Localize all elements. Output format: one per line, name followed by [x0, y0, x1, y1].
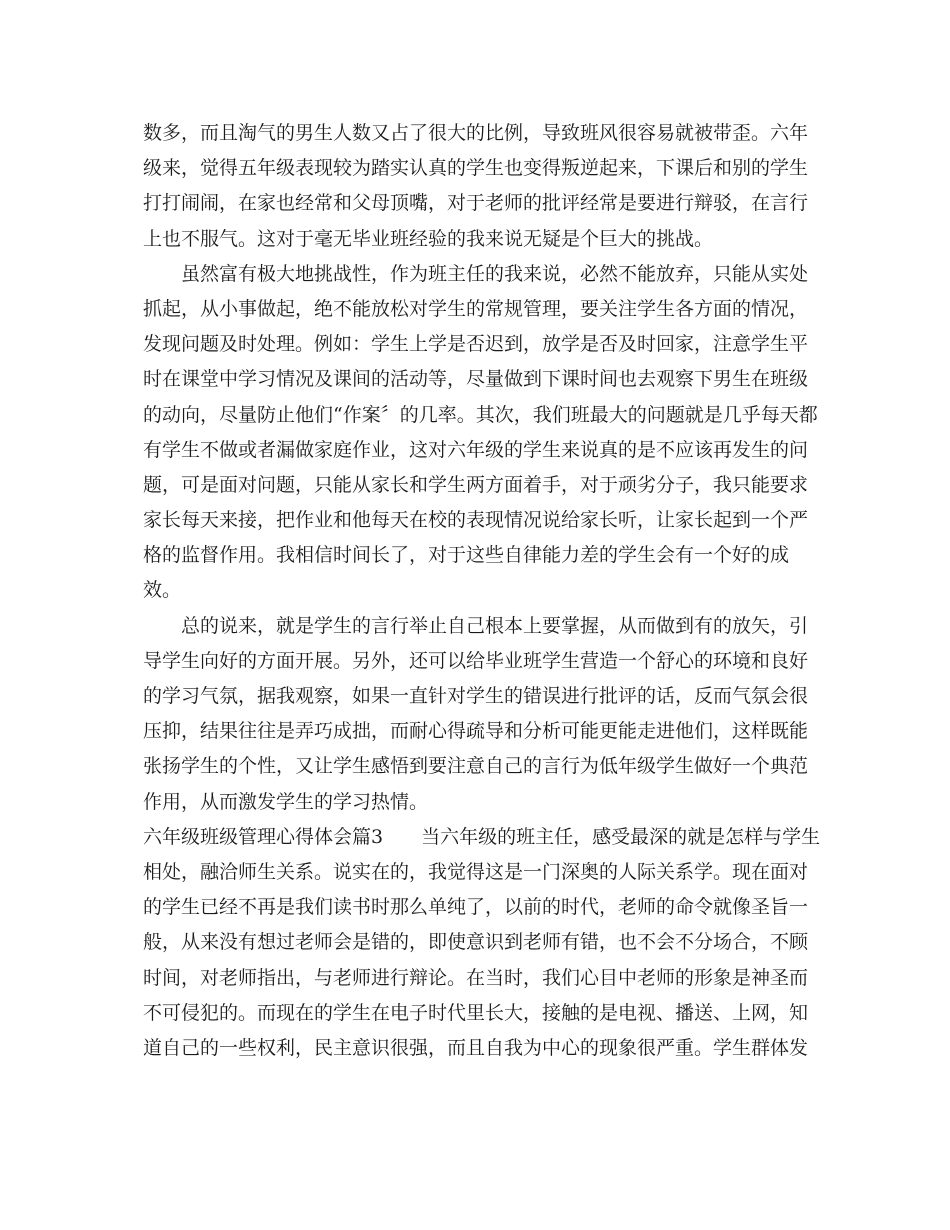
text-line: 抓起，从小事做起，绝不能放松对学生的常规管理，要关注学生各方面的情况， — [143, 297, 809, 320]
text-line: 不可侵犯的。而现在的学生在电子时代里长大，接触的是电视、播送、上网，知 — [143, 1001, 809, 1024]
text-line: 上也不服气。这对于毫无毕业班经验的我来说无疑是个巨大的挑战。 — [143, 227, 714, 250]
text-line: 时间，对老师指出，与老师进行辩论。在当时，我们心目中老师的形象是神圣而 — [143, 966, 809, 989]
text-line: 效。 — [143, 579, 182, 602]
text-line: 的学生已经不再是我们读书时那么单纯了，以前的时代，老师的命令就像圣旨一 — [143, 896, 809, 919]
text-line: 道自己的一些权利，民主意识很强，而且自我为中心的现象很严重。学生群体发 — [143, 1036, 809, 1059]
text-line: 数多，而且淘气的男生人数又占了很大的比例，导致班风很容易就被带歪。六年 — [143, 122, 809, 144]
text-line: 的学习气氛，据我观察，如果一直针对学生的错误进行批评的话，反而气氛会很 — [143, 685, 809, 707]
paragraph-start-line: 虽然富有极大地挑战性，作为班主任的我来说，必然不能放弃，只能从实处 — [181, 262, 809, 285]
text-line: 般，从来没有想过老师会是错的，即使意识到老师有错，也不会不分场合，不顾 — [143, 931, 809, 954]
text-line: 张扬学生的个性，又让学生感悟到要注意自己的言行为低年级学生做好一个典范 — [143, 755, 809, 778]
text-line: 相处，融洽师生关系。说实在的，我觉得这是一门深奥的人际关系学。现在面对 — [143, 860, 809, 883]
text-line: 级来，觉得五年级表现较为踏实认真的学生也变得叛逆起来，下课后和别的学生 — [143, 157, 809, 180]
text-line: 题，可是面对问题，只能从家长和学生两方面着手，对于顽劣分子，我只能要求 — [143, 473, 809, 496]
text-line: 的动向，尽量防止他们“作案〞的几率。其次，我们班最大的问题就是几乎每天都 — [143, 403, 818, 426]
text-line: 压抑，结果往往是弄巧成拙，而耐心得疏导和分析可能更能走进他们，这样既能 — [143, 720, 809, 743]
text-line: 打打闹闹，在家也经常和父母顶嘴，对于老师的批评经常是要进行辩驳，在言行 — [143, 192, 809, 215]
text-line: 发现问题及时处理。例如：学生上学是否迟到，放学是否及时回家，注意学生平 — [143, 333, 809, 356]
text-line: 家长每天来接，把作业和他每天在校的表现情况说给家长听，让家长起到一个严 — [143, 509, 809, 532]
text-line: 导学生向好的方面开展。另外，还可以给毕业班学生营造一个舒心的环境和良好 — [143, 649, 809, 672]
text-line: 作用，从而激发学生的学习热情。 — [143, 790, 429, 813]
paragraph-start-line: 总的说来，就是学生的言行举止自己根本上要掌握，从而做到有的放矢，引 — [181, 614, 809, 637]
document-body — [143, 116, 821, 1066]
section-heading-line: 六年级班级管理心得体会篇3 当六年级的班主任，感受最深的就是怎样与学生 — [143, 825, 821, 848]
text-line: 格的监督作用。我相信时间长了，对于这些自律能力差的学生会有一个好的成 — [143, 544, 790, 567]
text-line: 有学生不做或者漏做家庭作业，这对六年级的学生来说真的是不应该再发生的问 — [143, 438, 809, 461]
text-line: 时在课堂中学习情况及课间的活动等，尽量做到下课时间也去观察下男生在班级 — [143, 368, 809, 391]
